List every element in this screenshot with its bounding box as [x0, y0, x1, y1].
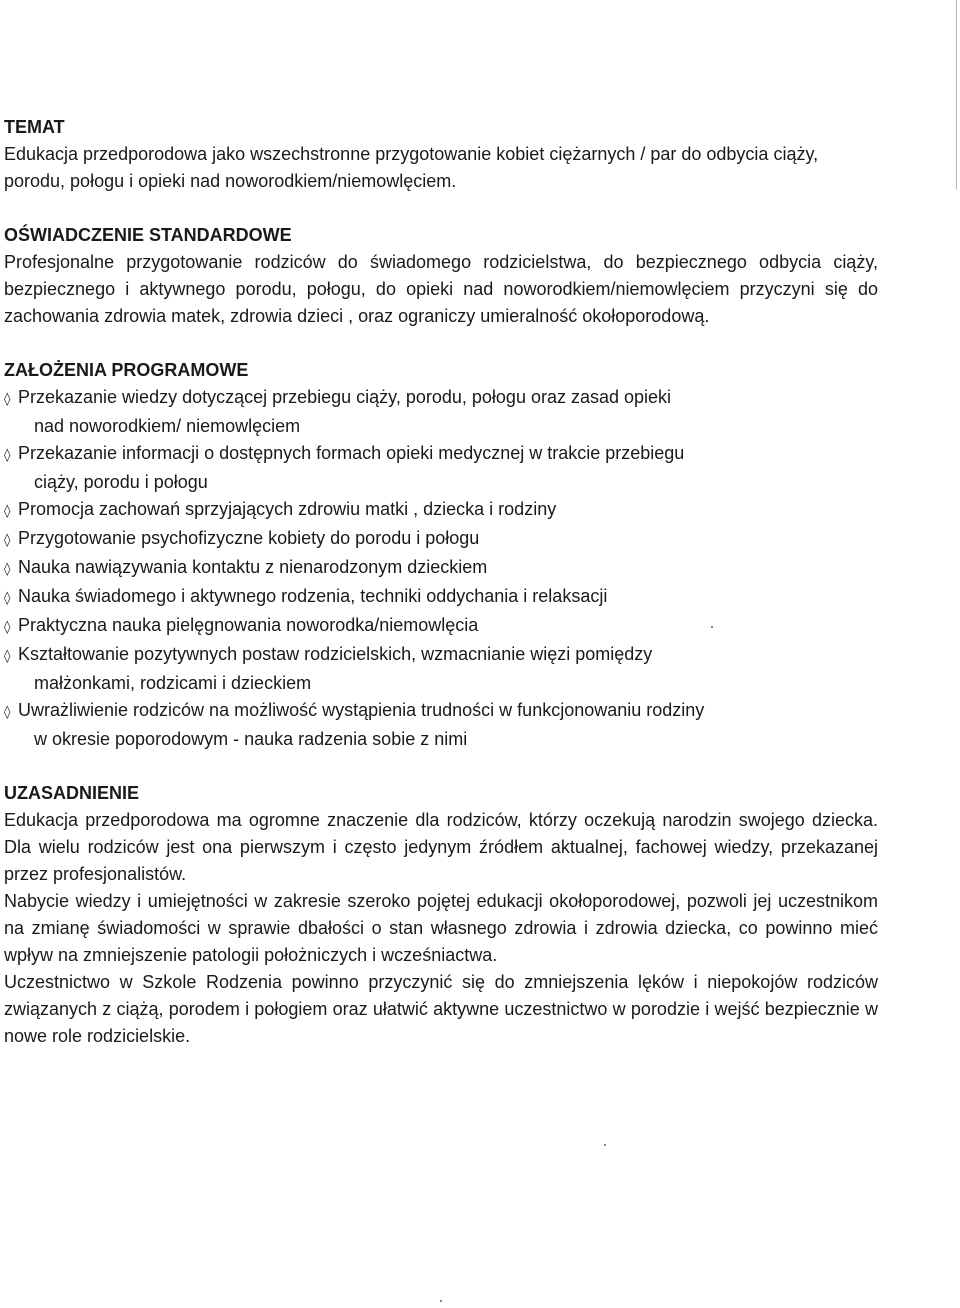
list-item-text: Przekazanie wiedzy dotyczącej przebiegu ciąży, porodu, połogu oraz zasad opieki: [18, 387, 672, 407]
scan-speck: [440, 1300, 442, 1302]
diamond-bullet-icon: ◊: [4, 620, 11, 635]
section-oswiadczenie: [4, 222, 878, 330]
section-uzasadnienie: [4, 780, 878, 1050]
text-oswiadczenie: Profesjonalne przygotowanie rodziców do świadomego rodzicielstwa, do bezpiecznego odbycia ciąży, bezpiecznego i aktywnego porodu, połogu, do opieki nad noworodkiem/niemowlęciem przyczyni się do zachowania zdrowia matek, zdrowia dzieci , oraz ograniczy umieralność okołoporodową.: [4, 252, 878, 326]
list-item: [4, 697, 878, 753]
diamond-bullet-icon: ◊: [4, 448, 11, 463]
list-item: [4, 384, 878, 440]
section-zalozenia: [4, 357, 878, 753]
text-temat: Edukacja przedporodowa jako wszechstronne przygotowanie kobiet ciężarnych / par do odbycia ciąży, porodu, połogu i opieki nad noworodkiem/niemowlęciem.: [4, 144, 819, 191]
paragraph-uzasadnienie-2: Nabycie wiedzy i umiejętności w zakresie szeroko pojętej edukacji okołoporodowej, pozwoli jej uczestnikom na zmianę świadomości w sprawie dbałości o stan własnego zdrowia i zdrowia dziecka, co powinno mieć wpływ na zmniejszenie patologii położniczych i wcześniactwa.: [4, 891, 878, 965]
list-item-text: Praktyczna nauka pielęgnowania noworodka/niemowlęcia: [18, 615, 479, 635]
list-item: [4, 554, 878, 583]
list-item: [4, 525, 878, 554]
heading-uzasadnienie: UZASADNIENIE: [4, 783, 140, 803]
list-item-continuation: w okresie poporodowym - nauka radzenia sobie z nimi: [34, 729, 468, 749]
list-item: [4, 496, 878, 525]
heading-zalozenia: ZAŁOŻENIA PROGRAMOWE: [4, 360, 249, 380]
diamond-bullet-icon: ◊: [4, 649, 11, 664]
list-item: [4, 612, 878, 641]
section-temat: [4, 114, 878, 195]
list-item-text: Nauka świadomego i aktywnego rodzenia, techniki oddychania i relaksacji: [18, 586, 608, 606]
list-item-text: Nauka nawiązywania kontaktu z nienarodzonym dzieckiem: [18, 557, 488, 577]
list-item-continuation: ciąży, porodu i połogu: [34, 472, 208, 492]
scan-speck: [604, 1144, 606, 1146]
list-item: [4, 641, 878, 697]
diamond-bullet-icon: ◊: [4, 533, 11, 548]
diamond-bullet-icon: ◊: [4, 591, 11, 606]
diamond-bullet-icon: ◊: [4, 705, 11, 720]
heading-oswiadczenie: OŚWIADCZENIE STANDARDOWE: [4, 225, 292, 245]
diamond-bullet-icon: ◊: [4, 392, 11, 407]
diamond-bullet-icon: ◊: [4, 504, 11, 519]
paragraph-uzasadnienie-1: Edukacja przedporodowa ma ogromne znaczenie dla rodziców, którzy oczekują narodzin swojego dziecka. Dla wielu rodziców jest ona pierwszym i często jedynym źródłem aktualnej, fachowej wiedzy, przekazanej przez profesjonalistów.: [4, 810, 878, 884]
list-item-continuation: małżonkami, rodzicami i dzieckiem: [34, 673, 312, 693]
list-item-text: Przekazanie informacji o dostępnych formach opieki medycznej w trakcie przebiegu: [18, 443, 685, 463]
document-page: [4, 114, 878, 1050]
diamond-bullet-icon: ◊: [4, 562, 11, 577]
list-item: [4, 583, 878, 612]
list-item-continuation: nad noworodkiem/ niemowlęciem: [34, 416, 301, 436]
paragraph-uzasadnienie-3: Uczestnictwo w Szkole Rodzenia powinno przyczynić się do zmniejszenia lęków i niepokojów rodziców związanych z ciążą, porodem i połogiem oraz ułatwić aktywne uczestnictwo w porodzie i wejść bezpiecznie w nowe role rodzicielskie.: [4, 972, 878, 1046]
zalozenia-list: [4, 384, 878, 753]
list-item: [4, 440, 878, 496]
scan-edge-line: [956, 0, 957, 190]
heading-temat: TEMAT: [4, 117, 65, 137]
list-item-text: Przygotowanie psychofizyczne kobiety do porodu i połogu: [18, 528, 480, 548]
list-item-text: Kształtowanie pozytywnych postaw rodzicielskich, wzmacnianie więzi pomiędzy: [18, 644, 653, 664]
list-item-text: Uwrażliwienie rodziców na możliwość wystąpienia trudności w funkcjonowaniu rodziny: [18, 700, 705, 720]
list-item-text: Promocja zachowań sprzyjających zdrowiu matki , dziecka i rodziny: [18, 499, 557, 519]
